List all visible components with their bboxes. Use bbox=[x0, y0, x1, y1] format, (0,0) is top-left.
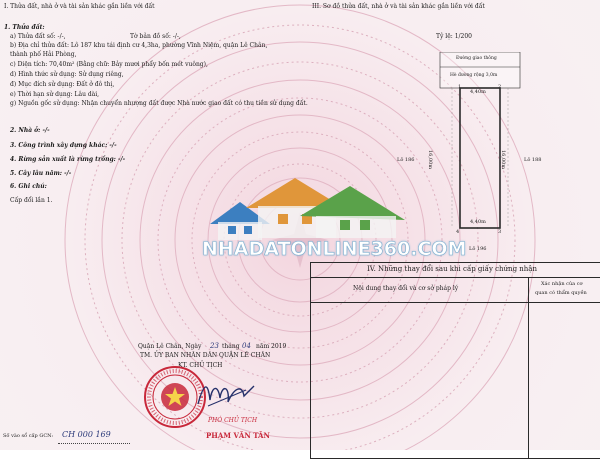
watermark-houses-logo bbox=[200, 176, 420, 242]
handwritten-signature bbox=[194, 376, 258, 412]
chairman-role: KT. CHỦ TỊCH bbox=[178, 362, 223, 369]
other-construction-section: 3. Công trình xây dựng khác: -/- bbox=[10, 142, 117, 149]
lot-188-label: Lô 188 bbox=[524, 157, 542, 163]
issuing-org: TM. ỦY BAN NHÂN DÂN QUẬN LÊ CHÂN bbox=[140, 352, 271, 359]
length-left: 16,00m bbox=[427, 150, 433, 170]
changes-table bbox=[310, 262, 600, 459]
land-address-line2: thành phố Hải Phòng, bbox=[10, 51, 77, 58]
table-column-divider bbox=[528, 303, 529, 458]
signing-date-prefix: Quận Lê Chân, Ngày bbox=[138, 343, 202, 350]
confirm-column-header bbox=[529, 278, 600, 303]
watermark-text: NHADATONLINE360.COM bbox=[202, 238, 467, 260]
length-right: 16,00m bbox=[500, 150, 506, 170]
diagram-scale: Tỷ lệ: 1/200 bbox=[436, 33, 472, 40]
signing-month: 04 bbox=[242, 342, 251, 350]
usage-term: e) Thời hạn sử dụng: Lâu dài, bbox=[10, 91, 100, 98]
lot-186-label: Lô 186 bbox=[397, 157, 415, 163]
corner-4: 4 bbox=[456, 229, 460, 235]
content-column-header bbox=[311, 278, 529, 303]
usage-purpose: đ) Mục đích sử dụng: Đất ở đô thị, bbox=[10, 81, 115, 88]
signing-year: năm 2019 bbox=[256, 343, 287, 350]
plot-boundary bbox=[460, 88, 500, 228]
corner-1: 1 bbox=[458, 84, 462, 90]
content-column-label: Nội dung thay đổi và cơ sở pháp lý bbox=[353, 285, 459, 292]
usage-origin: g) Nguồn gốc sử dụng: Nhận chuyển nhượng đất được Nhà nước giao đất có thu tiền sử dụng đất. bbox=[10, 100, 308, 107]
confirm-column-label-2: quan có thẩm quyền bbox=[535, 290, 587, 296]
confirm-column-label-1: Xác nhận của cơ bbox=[541, 281, 583, 287]
left-header: I. Thửa đất, nhà ở và tài sản khác gắn liền với đất bbox=[4, 3, 155, 10]
corner-3: 3 bbox=[498, 229, 502, 235]
signing-day: 23 bbox=[210, 342, 219, 350]
month-word: tháng bbox=[222, 343, 240, 350]
signer-name: PHẠM VĂN TÂN bbox=[206, 431, 270, 440]
corridor-label: Hè đường rộng 3,0m bbox=[450, 73, 498, 78]
usage-form: d) Hình thức sử dụng: Sử dụng riêng, bbox=[10, 71, 124, 78]
map-sheet-number: Tờ bản đồ số: -/-, bbox=[130, 33, 181, 40]
land-address-line1: b) Địa chỉ thửa đất: Lô 187 khu tái định cư 4,3ha, phường Vĩnh Niệm, quận Lê Chân, bbox=[10, 42, 268, 49]
road-label: Đường giao thông bbox=[456, 56, 497, 61]
forest-section: 4. Rừng sản xuất là rừng trồng: -/- bbox=[10, 156, 126, 163]
lot-196-label: Lô 196 bbox=[469, 246, 487, 252]
width-top: 4,40m bbox=[470, 89, 486, 95]
serial-label: Số vào sổ cấp GCN: bbox=[3, 433, 54, 439]
changes-table-header bbox=[311, 263, 600, 278]
changes-table-title: IV. Những thay đổi sau khi cấp giấy chứng nhận bbox=[367, 265, 537, 273]
diagram-header: III. Sơ đồ thửa đất, nhà ở và tài sản khác gắn liền với đất bbox=[312, 3, 485, 10]
corner-2: 2 bbox=[498, 84, 502, 90]
land-area: c) Diện tích: 70,40m² (Bằng chữ: Bảy mươi phẩy bốn mét vuông), bbox=[10, 61, 208, 68]
perennial-trees-section: 5. Cây lâu năm: -/- bbox=[10, 170, 72, 177]
notes-section: 6. Ghi chú: bbox=[10, 183, 47, 190]
notes-text: Cấp đổi lần 1. bbox=[10, 197, 53, 204]
land-parcel-number: a) Thửa đất số: -/-, bbox=[10, 33, 66, 40]
serial-value: CH 000 169 bbox=[62, 430, 111, 439]
land-section-title: 1. Thửa đất: bbox=[4, 24, 45, 31]
width-bottom: 4,40m bbox=[470, 219, 486, 225]
signer-title: PHÓ CHỦ TỊCH bbox=[208, 417, 258, 424]
house-section: 2. Nhà ở: -/- bbox=[10, 127, 50, 134]
